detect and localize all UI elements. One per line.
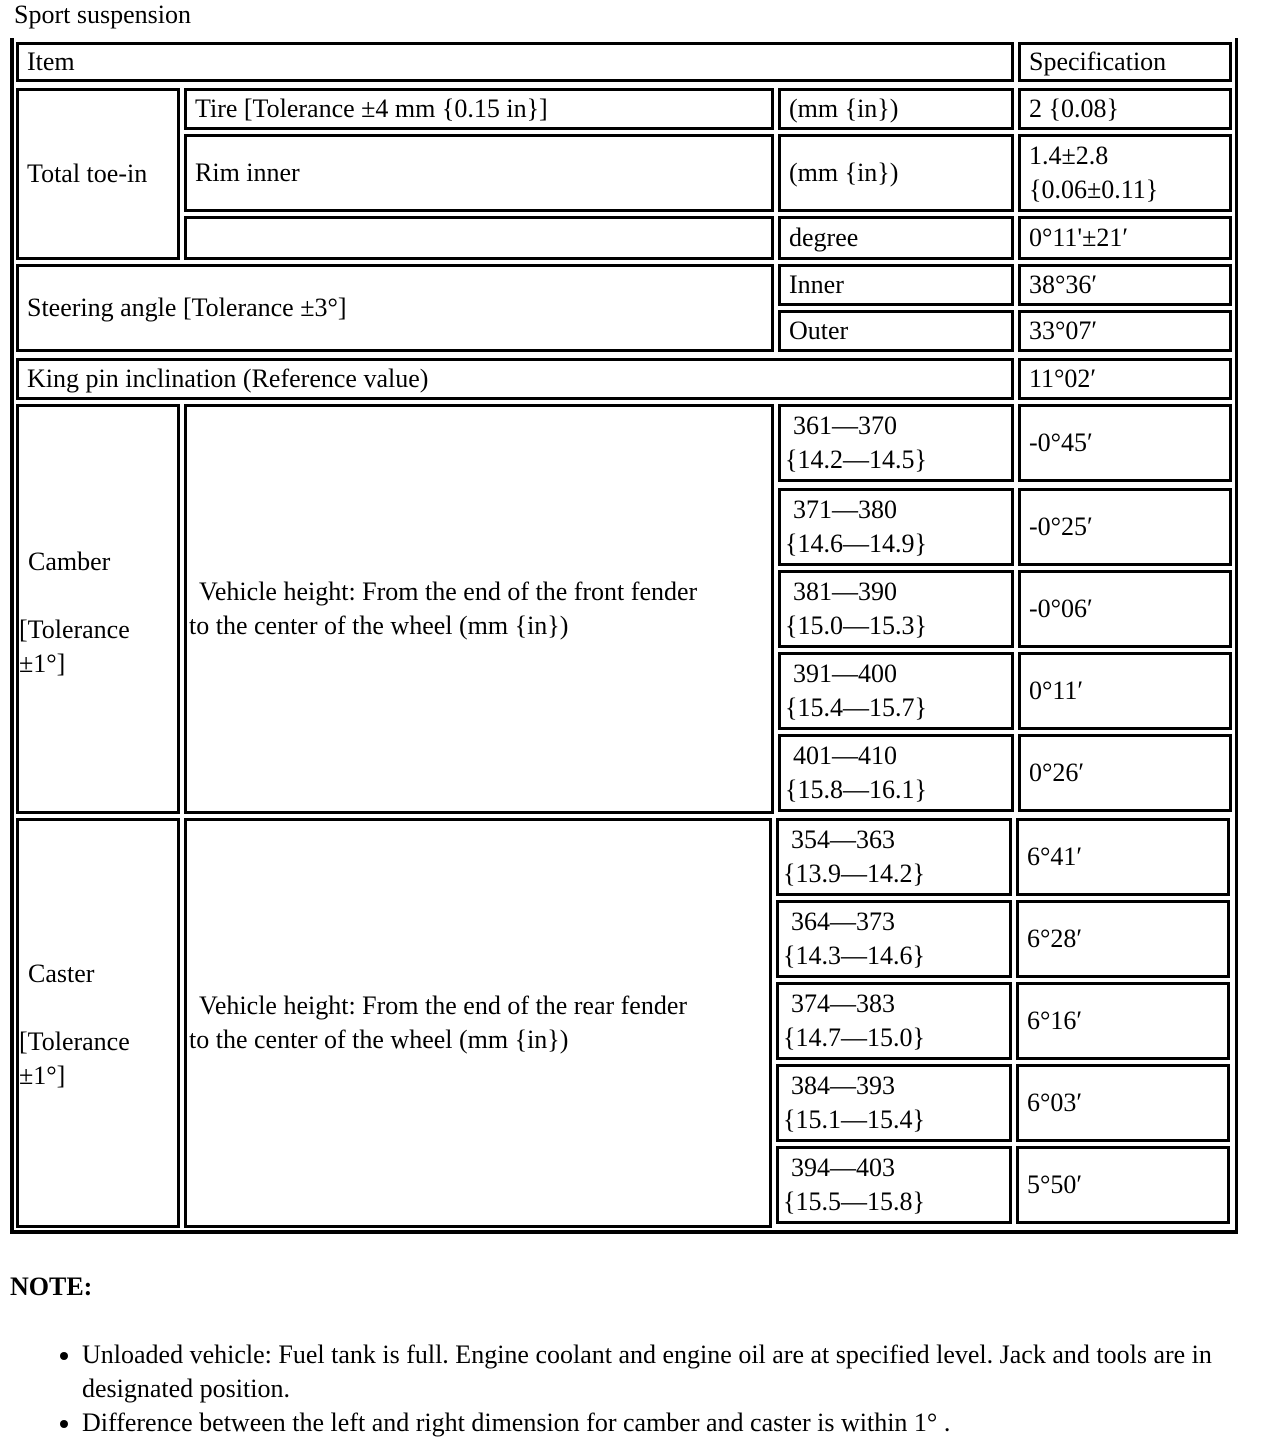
range-mm: 371—380: [793, 495, 897, 524]
caster-label: Caster: [28, 959, 95, 988]
range-in: {15.4—15.7}: [785, 693, 927, 722]
rim-spec-in: {0.06±0.11}: [1029, 175, 1159, 204]
range-in: {14.2—14.5}: [785, 445, 927, 474]
header-spec: Specification: [1018, 42, 1232, 82]
camber-height-range: [778, 488, 1014, 566]
toe-tire-spec: 2 {0.08}: [1018, 88, 1232, 130]
camber-tolerance-value: ±1°]: [19, 649, 66, 678]
camber-label-cell: [16, 404, 180, 814]
toe-rim-label: Rim inner: [184, 134, 774, 212]
range-in: {14.3—14.6}: [783, 941, 925, 970]
rim-spec-mm: 1.4±2.8: [1029, 141, 1109, 170]
table-frame-bottom: [10, 1230, 1238, 1234]
camber-height-range: [778, 570, 1014, 648]
range-mm: 381—390: [793, 577, 897, 606]
camber-spec: -0°45′: [1018, 404, 1232, 482]
note-heading: NOTE:: [10, 1272, 93, 1301]
camber-desc: [184, 404, 774, 814]
section-title: Sport suspension: [14, 0, 191, 29]
caster-desc-line2: to the center of the wheel (mm {in}): [189, 1025, 569, 1054]
toe-deg-spec: 0°11'±21′: [1018, 216, 1232, 260]
range-in: {14.7—15.0}: [783, 1023, 925, 1052]
caster-height-range: [776, 982, 1012, 1060]
camber-tolerance: [Tolerance: [19, 615, 130, 644]
toe-in-label: Total toe-in: [16, 88, 180, 260]
caster-tolerance: [Tolerance: [19, 1027, 130, 1056]
header-item: Item: [16, 42, 1014, 82]
toe-tire-label: Tire [Tolerance ±4 mm {0.15 in}]: [184, 88, 774, 130]
caster-height-range: [776, 1064, 1012, 1142]
toe-deg-label: [184, 216, 774, 260]
camber-desc-line1: Vehicle height: From the end of the front fender: [199, 577, 698, 606]
caster-label-cell: [16, 818, 180, 1228]
range-in: {15.8—16.1}: [785, 775, 927, 804]
toe-tire-unit: (mm {in}): [778, 88, 1014, 130]
caster-spec: 6°16′: [1016, 982, 1230, 1060]
range-in: {14.6—14.9}: [785, 529, 927, 558]
table-frame-left: [10, 38, 14, 1234]
range-mm: 394—403: [791, 1153, 895, 1182]
range-mm: 374—383: [791, 989, 895, 1018]
range-mm: 364—373: [791, 907, 895, 936]
caster-height-range: [776, 1146, 1012, 1224]
camber-spec: 0°11′: [1018, 652, 1232, 730]
camber-spec: -0°06′: [1018, 570, 1232, 648]
note-list: [40, 1338, 1262, 1440]
camber-label: Camber: [28, 547, 111, 576]
caster-spec: 6°03′: [1016, 1064, 1230, 1142]
caster-spec: 6°28′: [1016, 900, 1230, 978]
note-item: • Unloaded vehicle: Fuel tank is full. Engine coolant and engine oil are at specified level. Jack and tools are in designated position.: [82, 1338, 1262, 1406]
range-mm: 354—363: [791, 825, 895, 854]
kingpin-spec: 11°02′: [1018, 358, 1232, 400]
caster-tolerance-value: ±1°]: [19, 1061, 66, 1090]
caster-height-range: [776, 818, 1012, 896]
steering-label: Steering angle [Tolerance ±3°]: [16, 264, 774, 352]
range-mm: 384—393: [791, 1071, 895, 1100]
toe-rim-unit: (mm {in}): [778, 134, 1014, 212]
range-in: {15.5—15.8}: [783, 1187, 925, 1216]
caster-spec: 6°41′: [1016, 818, 1230, 896]
steering-inner-spec: 38°36′: [1018, 264, 1232, 306]
caster-spec: 5°50′: [1016, 1146, 1230, 1224]
camber-height-range: [778, 404, 1014, 482]
camber-spec: 0°26′: [1018, 734, 1232, 812]
range-mm: 401—410: [793, 741, 897, 770]
steering-outer: Outer: [778, 310, 1014, 352]
steering-inner: Inner: [778, 264, 1014, 306]
note-item: • Difference between the left and right dimension for camber and caster is within 1° .: [82, 1406, 1262, 1440]
range-in: {15.0—15.3}: [785, 611, 927, 640]
caster-desc-line1: Vehicle height: From the end of the rear fender: [199, 991, 688, 1020]
range-mm: 391—400: [793, 659, 897, 688]
camber-height-range: [778, 734, 1014, 812]
table-frame-right: [1235, 38, 1238, 1234]
range-in: {15.1—15.4}: [783, 1105, 925, 1134]
caster-desc: [184, 818, 772, 1228]
steering-outer-spec: 33°07′: [1018, 310, 1232, 352]
camber-desc-line2: to the center of the wheel (mm {in}): [189, 611, 569, 640]
camber-spec: -0°25′: [1018, 488, 1232, 566]
toe-deg-unit: degree: [778, 216, 1014, 260]
camber-height-range: [778, 652, 1014, 730]
range-in: {13.9—14.2}: [783, 859, 925, 888]
caster-height-range: [776, 900, 1012, 978]
toe-rim-spec: [1018, 134, 1232, 212]
range-mm: 361—370: [793, 411, 897, 440]
kingpin-label: King pin inclination (Reference value): [16, 358, 1014, 400]
